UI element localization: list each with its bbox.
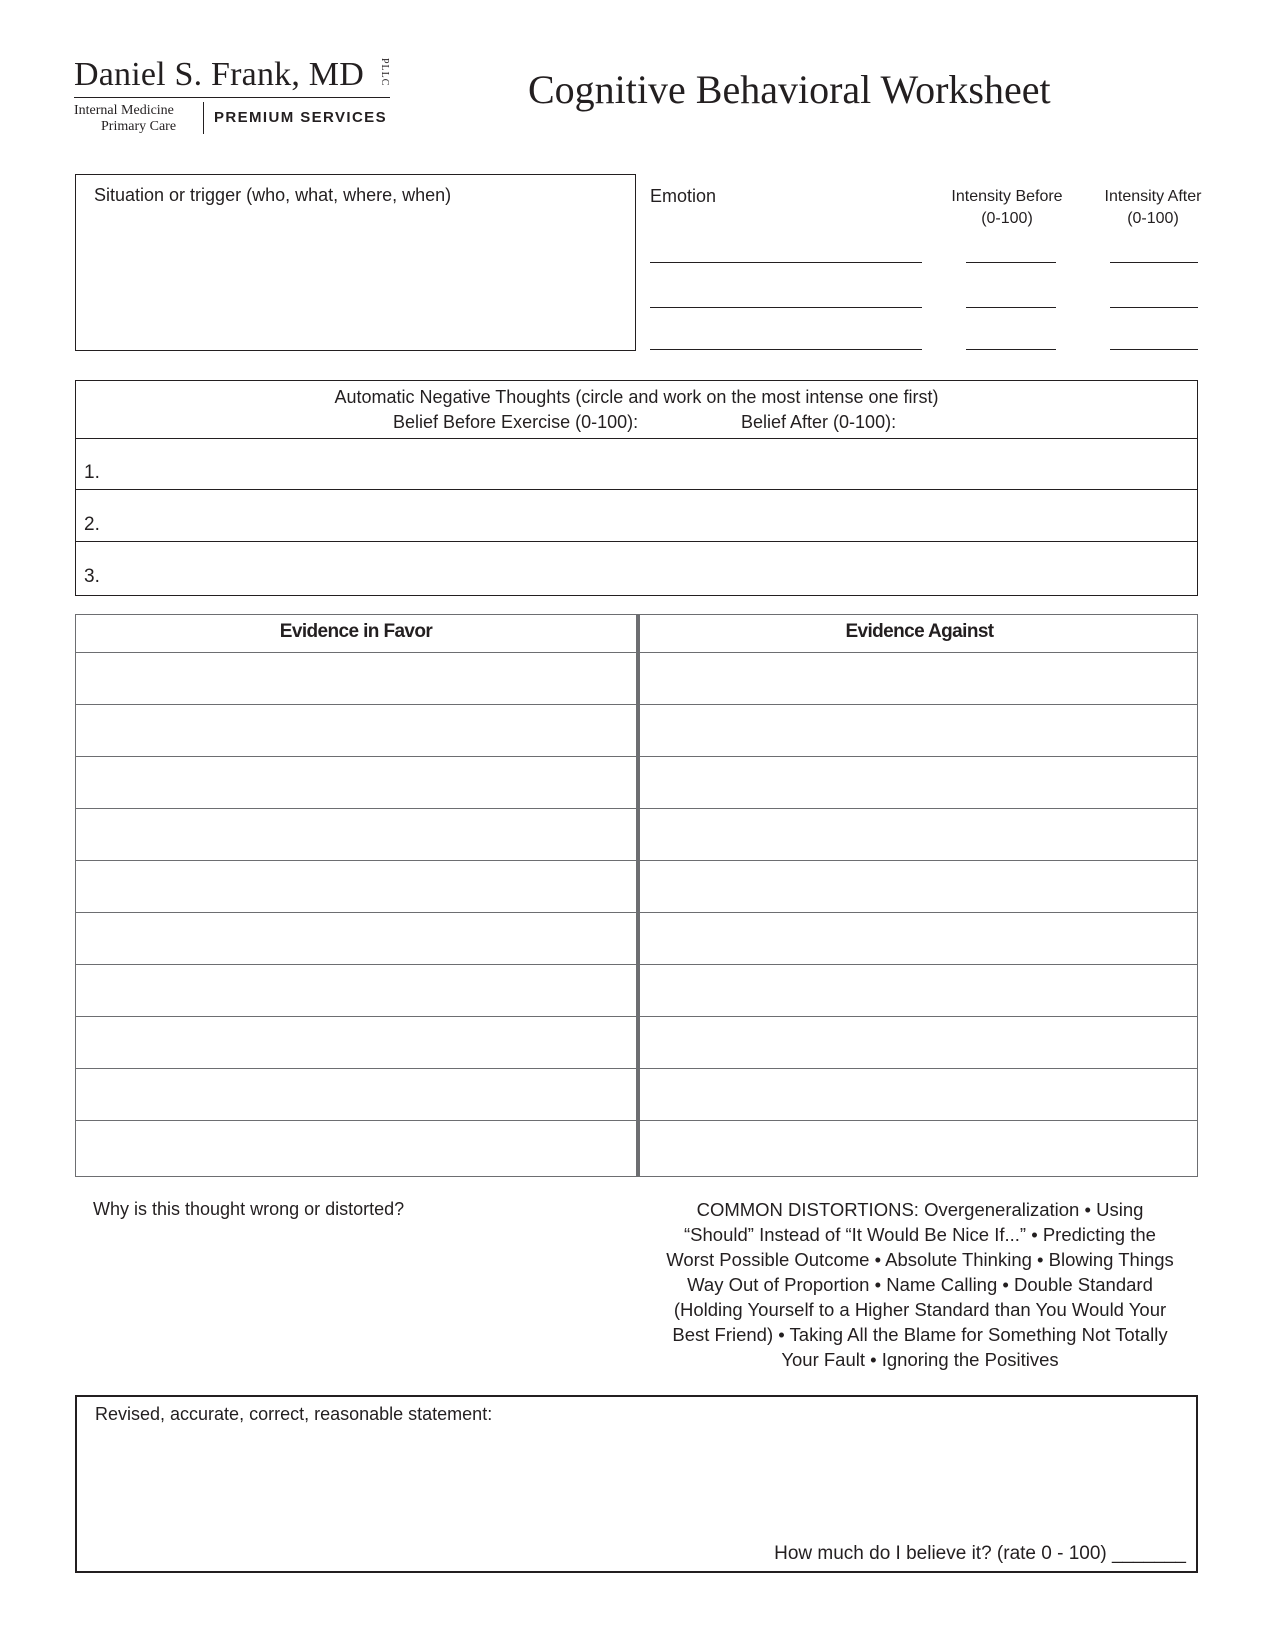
thought-number: 3.	[84, 566, 100, 587]
evidence-row-line[interactable]	[76, 756, 1197, 757]
logo-divider	[203, 102, 204, 134]
logo-internal-medicine: Internal Medicine	[74, 103, 174, 118]
common-distortions: COMMON DISTORTIONS: Overgeneralization • Using “Should” Instead of “It Would Be Nice If...” • Predicting the Worst Possible Outcome • Absolute Thinking • Blowing Things Way Out of Proportion • Name Calling • Double Standard (Holding Yourself to a Higher Standard than You Would Your Best Friend) • Taking All the Blame for Something Not Totally Your Fault • Ignoring the Positives	[666, 1199, 1174, 1370]
evidence-row-line[interactable]	[76, 860, 1197, 861]
thought-number: 1.	[84, 462, 100, 483]
revised-statement-label: Revised, accurate, correct, reasonable statement:	[95, 1404, 493, 1424]
intensity-before-label: Intensity Before (0-100)	[951, 188, 1063, 227]
evidence-in-favor-header: Evidence in Favor	[279, 621, 433, 642]
evidence-row-line[interactable]	[76, 1120, 1197, 1121]
logo-rule	[74, 97, 390, 98]
why-distorted-label: Why is this thought wrong or distorted?	[93, 1199, 405, 1219]
thoughts-header	[76, 381, 1197, 439]
thought-row[interactable]	[76, 438, 1197, 490]
intensity-after-line-1[interactable]	[1110, 262, 1198, 263]
emotion-line-2[interactable]	[650, 307, 922, 308]
evidence-row-line[interactable]	[76, 704, 1197, 705]
evidence-row-line	[76, 652, 1197, 653]
intensity-before-line-3[interactable]	[966, 349, 1056, 350]
thoughts-table	[75, 380, 1198, 596]
emotion-line-3[interactable]	[650, 349, 922, 350]
intensity-after-line-3[interactable]	[1110, 349, 1198, 350]
thought-number: 2.	[84, 514, 100, 535]
thoughts-heading: Automatic Negative Thoughts (circle and work on the most intense one first)	[334, 387, 939, 407]
intensity-after-label: Intensity After (0-100)	[1104, 188, 1202, 227]
situation-field[interactable]	[75, 174, 636, 351]
logo-pllc: PLLC	[379, 58, 390, 87]
thought-row[interactable]	[76, 542, 1197, 594]
emotion-label: Emotion	[650, 186, 717, 206]
intensity-before-line-1[interactable]	[966, 262, 1056, 263]
evidence-row-line[interactable]	[76, 808, 1197, 809]
emotion-line-1[interactable]	[650, 262, 922, 263]
page-title: Cognitive Behavioral Worksheet	[528, 67, 1051, 112]
evidence-against-header: Evidence Against	[845, 621, 994, 642]
evidence-row-line[interactable]	[76, 912, 1197, 913]
belief-after-label: Belief After (0-100):	[741, 412, 897, 432]
intensity-before-line-2[interactable]	[966, 307, 1056, 308]
logo-premium-services: PREMIUM SERVICES	[214, 109, 387, 126]
evidence-divider	[636, 615, 640, 1176]
evidence-table	[75, 614, 1198, 1177]
evidence-row-line[interactable]	[76, 1068, 1197, 1069]
logo-name: Daniel S. Frank, MD	[74, 56, 364, 93]
logo-primary-care: Primary Care	[101, 119, 177, 134]
evidence-row-line[interactable]	[76, 964, 1197, 965]
belief-before-label: Belief Before Exercise (0-100):	[393, 412, 639, 432]
revised-statement-field[interactable]	[75, 1395, 1198, 1573]
situation-label: Situation or trigger (who, what, where, when)	[94, 185, 452, 205]
believe-rating[interactable]: How much do I believe it? (rate 0 - 100) _______	[774, 1543, 1186, 1564]
evidence-row-line[interactable]	[76, 1016, 1197, 1017]
intensity-after-line-2[interactable]	[1110, 307, 1198, 308]
thought-row[interactable]	[76, 490, 1197, 542]
